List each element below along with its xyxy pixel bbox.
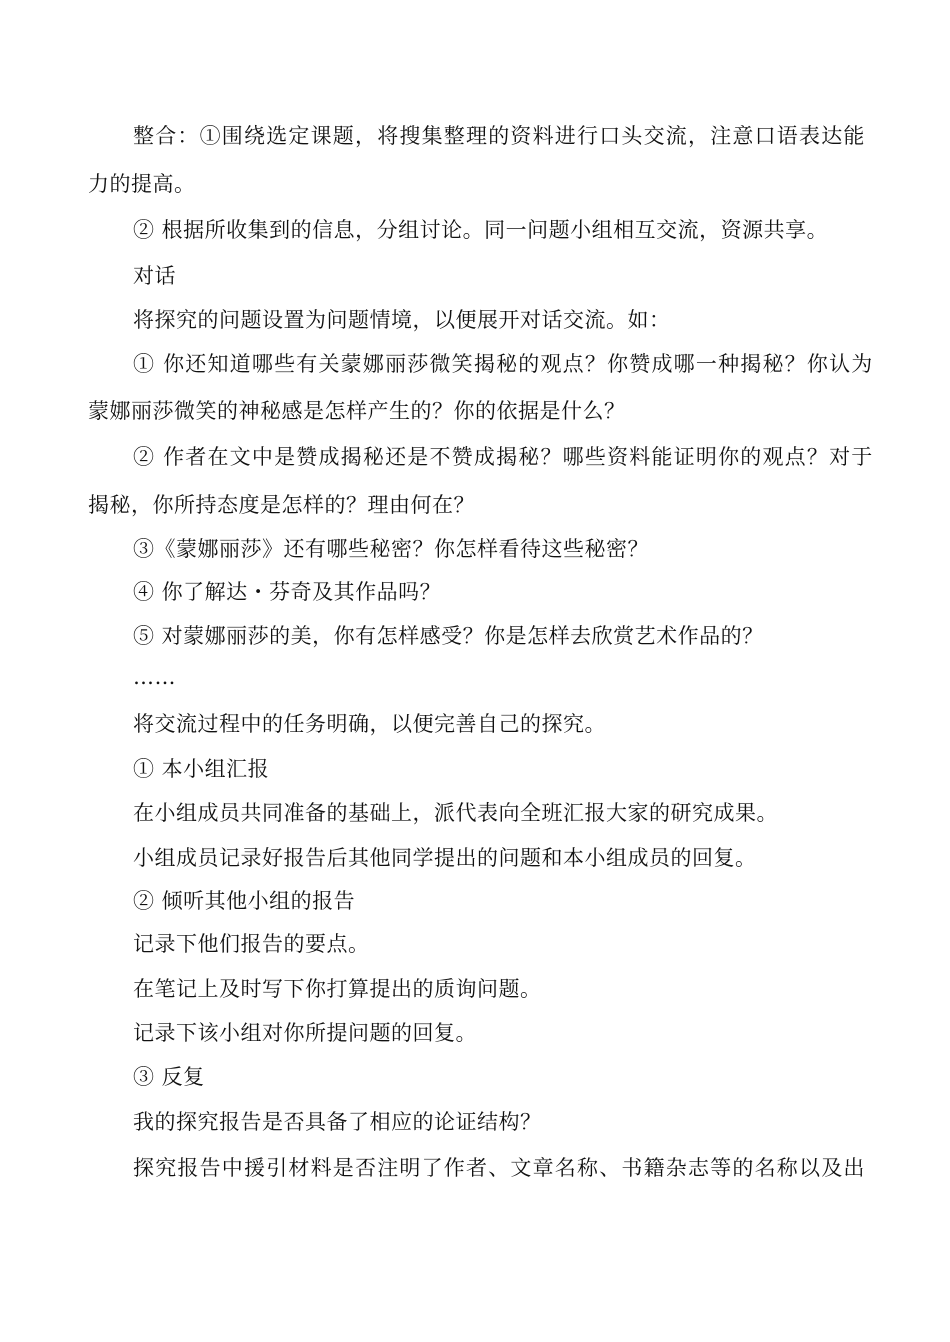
question-item-1-cont: 蒙娜丽莎微笑的神秘感是怎样产生的？你的依据是什么？ [88, 399, 626, 423]
task-1-line-1: 在小组成员共同准备的基础上，派代表向全班汇报大家的研究成果。 [133, 801, 778, 825]
task-3-line-1: 我的探究报告是否具备了相应的论证结构？ [133, 1110, 542, 1134]
task-3-line-2: 探究报告中援引材料是否注明了作者、文章名称、书籍杂志等的名称以及出 [133, 1156, 866, 1180]
task-1-line-2: 小组成员记录好报告后其他同学提出的问题和本小组成员的回复。 [133, 846, 757, 870]
task-heading-2: ② 倾听其他小组的报告 [133, 889, 356, 913]
task-heading-1: ① 本小组汇报 [133, 757, 270, 781]
question-item-2: ② 作者在文中是赞成揭秘还是不赞成揭秘？哪些资料能证明你的观点？对于 [133, 445, 874, 469]
ellipsis: …… [133, 665, 176, 689]
paragraph-task: 将交流过程中的任务明确，以便完善自己的探究。 [133, 712, 606, 736]
question-item-1: ① 你还知道哪些有关蒙娜丽莎微笑揭秘的观点？你赞成哪一种揭秘？你认为 [133, 352, 874, 376]
task-2-line-3: 记录下该小组对你所提问题的回复。 [133, 1021, 477, 1045]
task-heading-3: ③ 反复 [133, 1065, 205, 1089]
task-2-line-2: 在笔记上及时写下你打算提出的质询问题。 [133, 977, 542, 1001]
question-item-2-cont: 揭秘，你所持态度是怎样的？理由何在？ [88, 493, 475, 517]
paragraph-integration: 整合：①围绕选定课题，将搜集整理的资料进行口头交流，注意口语表达能 [133, 124, 866, 148]
list-item-discussion: ② 根据所收集到的信息，分组讨论。同一问题小组相互交流，资源共享。 [133, 218, 829, 242]
question-item-4: ④ 你了解达・芬奇及其作品吗？ [133, 580, 442, 604]
question-item-5: ⑤ 对蒙娜丽莎的美，你有怎样感受？你是怎样去欣赏艺术作品的？ [133, 624, 764, 648]
task-2-line-1: 记录下他们报告的要点。 [133, 932, 370, 956]
paragraph-integration-cont: 力的提高。 [88, 172, 196, 196]
question-item-3: ③《蒙娜丽莎》还有哪些秘密？你怎样看待这些秘密？ [133, 537, 649, 561]
paragraph-dialogue-intro: 将探究的问题设置为问题情境，以便展开对话交流。如： [133, 308, 671, 332]
section-heading-dialogue: 对话 [133, 264, 176, 288]
